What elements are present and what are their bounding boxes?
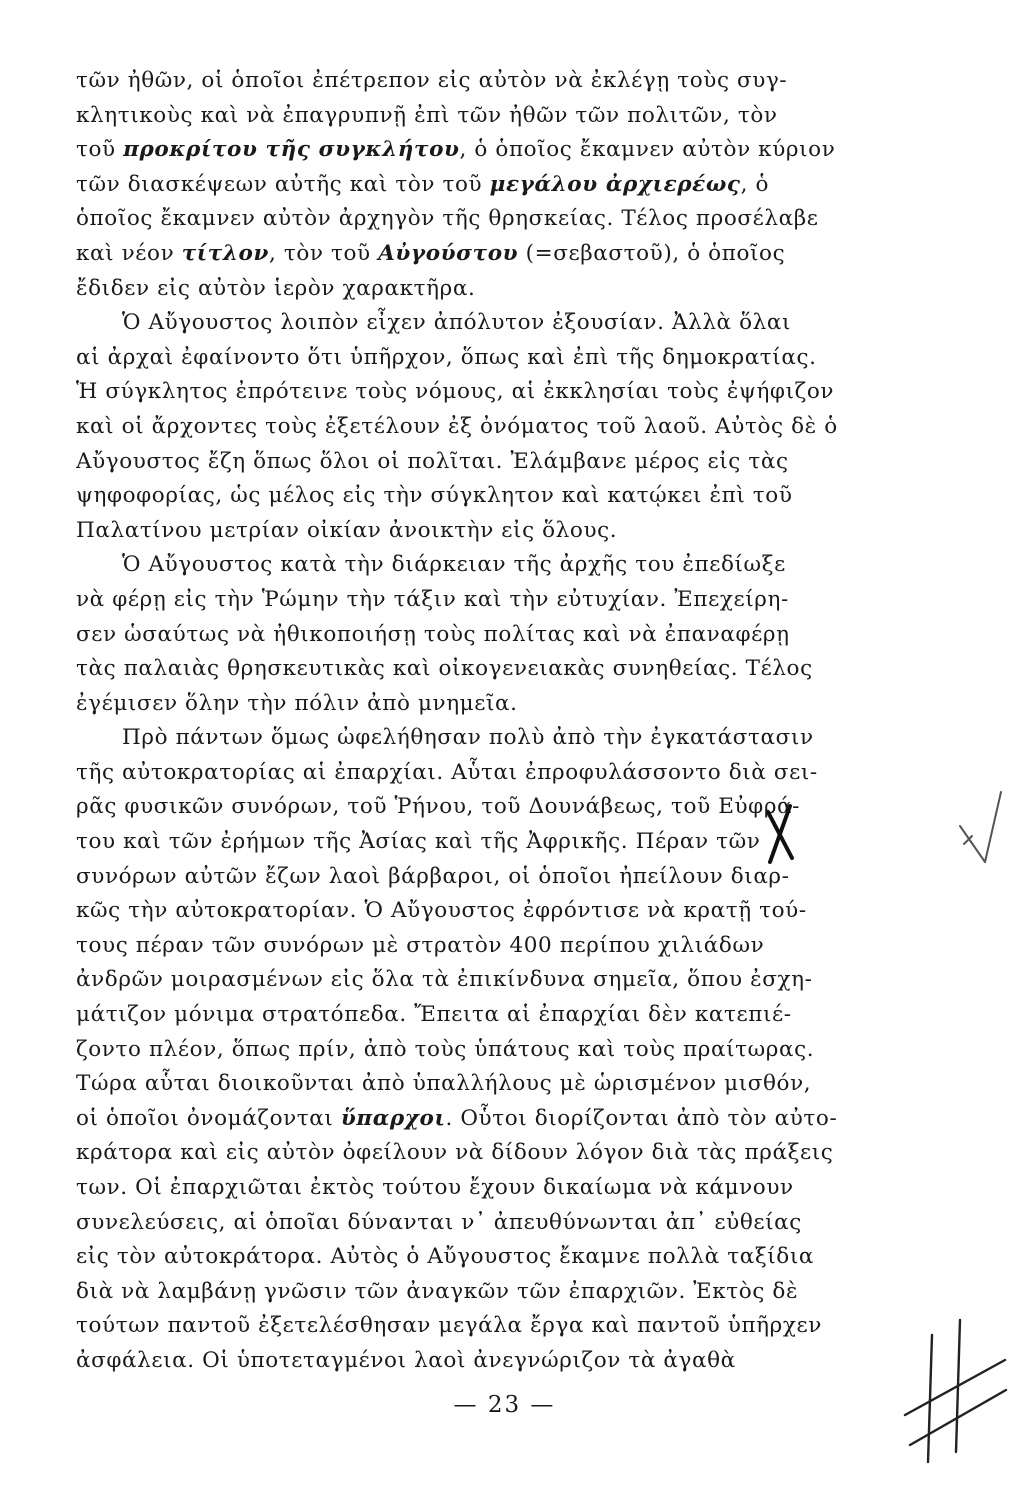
text-line: οἱ ὁποῖοι ὀνομάζονται ὕπαρχοι. Οὗτοι διορίζονται ἀπὸ τὸν αὐτο- <box>76 1105 838 1131</box>
bold-term: προκρίτου τῆς συγκλήτου <box>123 137 460 163</box>
text-line: Παλατίνου μετρίαν οἰκίαν ἀνοικτὴν εἰς ὅλους. <box>76 517 618 543</box>
text-line: ἀνδρῶν μοιρασμένων εἰς ὅλα τὰ ἐπικίνδυνα σημεῖα, ὅπου ἐσχη- <box>76 967 813 993</box>
text-line: ἔδιδεν εἰς αὐτὸν ἱερὸν χαρακτῆρα. <box>76 275 476 301</box>
text-line: καὶ νέον τίτλον, τὸν τοῦ Αὐγούστου (=σεβαστοῦ), ὁ ὁποῖος <box>76 240 786 266</box>
text-line: τῆς αὐτοκρατορίας αἱ ἐπαρχίαι. Αὗται ἐπροφυλάσσοντο διὰ σει- <box>76 759 818 785</box>
text-line: τοῦ προκρίτου τῆς συγκλήτου, ὁ ὁποῖος ἔκαμνεν αὐτὸν κύριον <box>76 137 836 163</box>
text-line: τούτων παντοῦ ἐξετελέσθησαν μεγάλα ἔργα καὶ παντοῦ ὑπῆρχεν <box>76 1313 822 1339</box>
bold-term: ὕπαρχοι <box>340 1105 446 1131</box>
bold-term: τίτλον <box>181 240 269 266</box>
text-line: τῶν ἠθῶν, οἱ ὁποῖοι ἐπέτρεπον εἰς αὐτὸν νὰ ἐκλέγῃ τοὺς συγ- <box>76 68 788 93</box>
text-line: σεν ὡσαύτως νὰ ἠθικοποιήσῃ τοὺς πολίτας καὶ νὰ ἐπαναφέρῃ <box>76 621 790 647</box>
text-line: συνελεύσεις, αἱ ὁποῖαι δύνανται ν᾽ ἀπευθύνωνται ἀπ᾽ εὐθείας <box>76 1209 802 1235</box>
text-line: ζοντο πλέον, ὅπως πρίν, ἀπὸ τοὺς ὑπάτους καὶ τοὺς πραίτωρας. <box>76 1036 815 1062</box>
text-line: εἰς τὸν αὐτοκράτορα. Αὐτὸς ὁ Αὔγουστος ἔκαμνε πολλὰ ταξίδια <box>76 1244 814 1270</box>
check-mark-icon <box>960 792 1001 862</box>
bold-term: Αὐγούστου <box>378 240 519 266</box>
text-line: Πρὸ πάντων ὅμως ὠφελήθησαν πολὺ ἀπὸ τὴν ἐγκατάστασιν <box>122 725 814 751</box>
text-line: κράτορα καὶ εἰς αὐτὸν ὀφείλουν νὰ δίδουν λόγον διὰ τὰς πράξεις <box>76 1140 834 1166</box>
text-line: διὰ νὰ λαμβάνῃ γνῶσιν τῶν ἀναγκῶν τῶν ἐπαρχιῶν. Ἐκτὸς δὲ <box>76 1278 799 1304</box>
text-line: ὁποῖος ἔκαμνεν αὐτὸν ἀρχηγὸν τῆς θρησκείας. Τέλος προσέλαβε <box>76 206 819 232</box>
text-line: των. Οἱ ἐπαρχιῶται ἐκτὸς τούτου ἔχουν δικαίωμα νὰ κάμνουν <box>76 1175 794 1200</box>
body-text <box>76 64 922 1379</box>
text-line: Τώρα αὗται διοικοῦνται ἀπὸ ὑπαλλήλους μὲ ὡρισμένον μισθόν, <box>76 1071 812 1097</box>
text-line: Αὔγουστος ἔζη ὅπως ὅλοι οἱ πολῖται. Ἐλάμβανε μέρος εἰς τὰς <box>76 448 789 474</box>
text-line: ρᾶς φυσικῶν συνόρων, τοῦ Ῥήνου, τοῦ Δουνάβεως, τοῦ Εὐφρά- <box>76 794 801 820</box>
text-line: του καὶ τῶν ἐρήμων τῆς Ἀσίας καὶ τῆς Ἀφρικῆς. Πέραν τῶν <box>76 829 761 855</box>
text-line: τῶν διασκέψεων αὐτῆς καὶ τὸν τοῦ μεγάλου ἀρχιερέως, ὁ <box>76 171 770 197</box>
text-line: Ὁ Αὔγουστος λοιπὸν εἶχεν ἀπόλυτον ἐξουσίαν. Ἀλλὰ ὅλαι <box>122 310 792 336</box>
text-line: νὰ φέρῃ εἰς τὴν Ῥώμην τὴν τάξιν καὶ τὴν εὐτυχίαν. Ἐπεχείρη- <box>76 586 789 612</box>
page-number: — 23 — <box>453 1392 556 1418</box>
text-line: μάτιζον μόνιμα στρατόπεδα. Ἔπειτα αἱ ἐπαρχίαι δὲν κατεπιέ- <box>76 1002 792 1028</box>
bold-term: μεγάλου ἀρχιερέως <box>489 171 741 197</box>
text-line: κῶς τὴν αὐτοκρατορίαν. Ὁ Αὔγουστος ἐφρόντισε νὰ κρατῇ τού- <box>76 898 807 924</box>
text-line: ἀσφάλεια. Οἱ ὑποτεταγμένοι λαοὶ ἀνεγνώριζον τὰ ἀγαθὰ <box>76 1347 736 1373</box>
text-line: ψηφοφορίας, ὡς μέλος εἰς τὴν σύγκλητον καὶ κατῴκει ἐπὶ τοῦ <box>76 483 793 509</box>
text-line: αἱ ἀρχαὶ ἐφαίνοντο ὅτι ὑπῆρχον, ὅπως καὶ ἐπὶ τῆς δημοκρατίας. <box>76 344 817 370</box>
text-line: τους πέραν τῶν συνόρων μὲ στρατὸν 400 περίπου χιλιάδων <box>76 932 765 958</box>
text-line: τὰς παλαιὰς θρησκευτικὰς καὶ οἰκογενειακὰς συνηθείας. Τέλος <box>76 656 813 682</box>
text-line: ἐγέμισεν ὅλην τὴν πόλιν ἀπὸ μνημεῖα. <box>76 690 518 716</box>
text-line: καὶ οἱ ἄρχοντες τοὺς ἐξετέλουν ἐξ ὀνόματος τοῦ λαοῦ. Αὐτὸς δὲ ὁ <box>76 413 838 439</box>
text-line: κλητικοὺς καὶ νὰ ἐπαγρυπνῇ ἐπὶ τῶν ἠθῶν τῶν πολιτῶν, τὸν <box>76 102 778 128</box>
text-line: Ὁ Αὔγουστος κατὰ τὴν διάρκειαν τῆς ἀρχῆς του ἐπεδίωξε <box>122 552 786 578</box>
text-line: Ἡ σύγκλητος ἐπρότεινε τοὺς νόμους, αἱ ἐκκλησίαι τοὺς ἐψήφιζον <box>76 379 835 405</box>
text-line: συνόρων αὐτῶν ἔζων λαοὶ βάρβαροι, οἱ ὁποῖοι ἠπείλουν διαρ- <box>76 863 790 889</box>
